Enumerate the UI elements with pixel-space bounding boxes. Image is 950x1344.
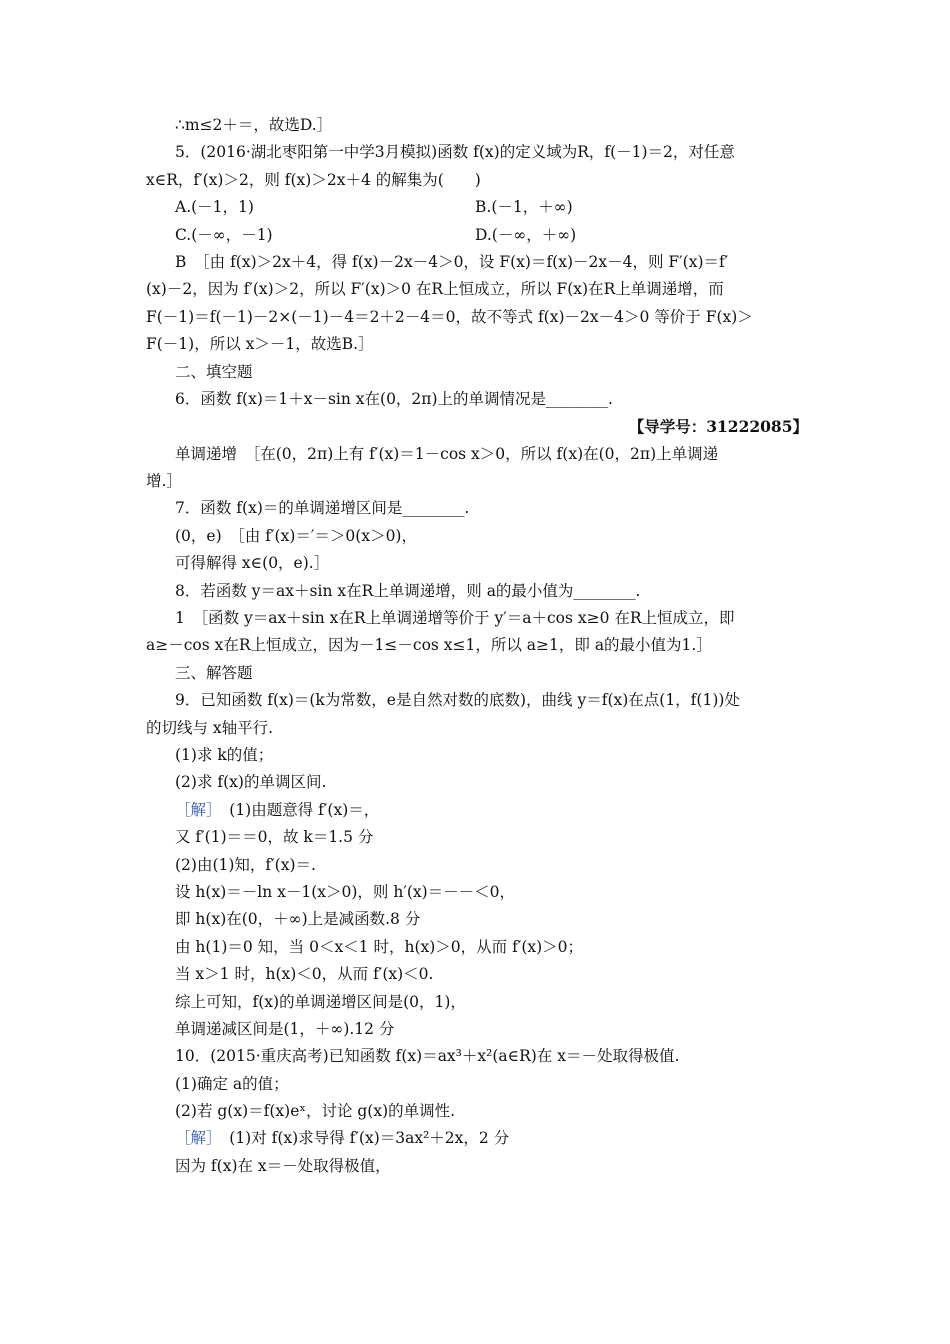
solution-label: ［解］	[175, 800, 214, 819]
solution-line	[146, 1125, 808, 1152]
text-line: (x)－2，因为 f′(x)＞2，所以 F′(x)＞0 在R上恒成立，所以 F(x)在R上单调递增，而	[146, 280, 724, 299]
text-line: 单调递减区间是(1，＋∞).12 分	[175, 1019, 395, 1038]
text-line: x∈R，f′(x)＞2，则 f(x)＞2x＋4 的解集为( )	[146, 170, 481, 189]
answer-6: 单调递增 ［在(0，2π)上有 f′(x)＝1－cos x＞0，所以 f(x)在(0，2π)上单调递	[175, 444, 719, 463]
section-heading: 三、解答题	[175, 663, 253, 682]
solution-text: (1)由题意得 f′(x)＝，	[213, 800, 380, 819]
text-line: 增.］	[146, 472, 182, 491]
question-7: 7．函数 f(x)＝的单调递增区间是________.	[175, 499, 470, 518]
text-line: 由 h(1)＝0 知，当 0＜x＜1 时，h(x)＞0，从而 f′(x)＞0；	[175, 937, 584, 956]
option-b: B.(－1，＋∞)	[475, 198, 573, 217]
text-line: 又 f′(1)＝＝0，故 k＝1.5 分	[175, 828, 374, 847]
text-line: (2)由(1)知，f′(x)＝.	[175, 855, 316, 874]
text-line: 设 h(x)＝－ln x－1(x＞0)，则 h′(x)＝－－＜0，	[175, 882, 516, 901]
document-page	[146, 112, 808, 1180]
sub-question: (2)求 f(x)的单调区间.	[175, 773, 327, 792]
text-line: 因为 f(x)在 x＝－处取得极值，	[175, 1156, 391, 1175]
text-line: 当 x＞1 时，h(x)＜0，从而 f′(x)＜0.	[175, 965, 434, 984]
option-a: A.(－1，1)	[175, 198, 254, 217]
question-5: 5．(2016·湖北枣阳第一中学3月模拟)函数 f(x)的定义域为R，f(－1)＝2，对任意	[175, 143, 735, 162]
question-10: 10．(2015·重庆高考)已知函数 f(x)＝ax³＋x²(a∈R)在 x＝－处取得极值.	[175, 1047, 680, 1066]
text-line: ∴m≤2＋＝，故选D.］	[175, 116, 333, 134]
question-6: 6．函数 f(x)＝1＋x－sin x在(0，2π)上的单调情况是________.	[175, 389, 613, 408]
options-row	[146, 222, 808, 249]
text-line: F(－1)，所以 x＞－1，故选B.］	[146, 335, 374, 354]
text-line: 即 h(x)在(0，＋∞)上是减函数.8 分	[175, 910, 421, 929]
section-heading: 二、填空题	[175, 362, 253, 381]
answer-7: (0，e) ［由 f′(x)＝′＝＞0(x＞0)，	[175, 526, 417, 545]
text-line: 综上可知，f(x)的单调递增区间是(0，1)，	[175, 992, 466, 1011]
sub-question: (1)确定 a的值；	[175, 1074, 289, 1093]
solution-label: ［解］	[175, 1129, 214, 1148]
option-d: D.(－∞，＋∞)	[475, 225, 577, 244]
question-9: 9．已知函数 f(x)＝(k为常数，e是自然对数的底数)，曲线 y＝f(x)在点(1，f(1))处	[175, 691, 740, 710]
options-row	[146, 194, 808, 221]
answer-5: B ［由 f(x)＞2x＋4，得 f(x)－2x－4＞0，设 F(x)＝f(x)－2x－4，则 F′(x)＝f′	[175, 252, 729, 271]
solution-line	[146, 797, 808, 824]
text-line: F(－1)＝f(－1)－2×(－1)－4＝2＋2－4＝0，故不等式 f(x)－2x－4＞0 等价于 F(x)＞	[146, 307, 753, 326]
solution-text: (1)对 f(x)求导得 f′(x)＝3ax²＋2x，2 分	[213, 1129, 510, 1148]
answer-8: 1 ［函数 y＝ax＋sin x在R上单调递增等价于 y′＝a＋cos x≥0 在R上恒成立，即	[175, 609, 735, 628]
text-line: 可得解得 x∈(0，e).］	[175, 554, 330, 573]
text-line: 的切线与 x轴平行.	[146, 718, 274, 737]
question-8: 8．若函数 y＝ax＋sin x在R上单调递增，则 a的最小值为________.	[175, 581, 641, 600]
sub-question: (1)求 k的值；	[175, 745, 274, 764]
text-line: a≥－cos x在R上恒成立，因为－1≤－cos x≤1，所以 a≥1，即 a的最小值为1.］	[146, 636, 712, 655]
guide-number: 【导学号：31222085】	[628, 417, 808, 437]
sub-question: (2)若 g(x)＝f(x)eˣ，讨论 g(x)的单调性.	[175, 1102, 456, 1121]
option-c: C.(－∞，－1)	[175, 225, 273, 244]
